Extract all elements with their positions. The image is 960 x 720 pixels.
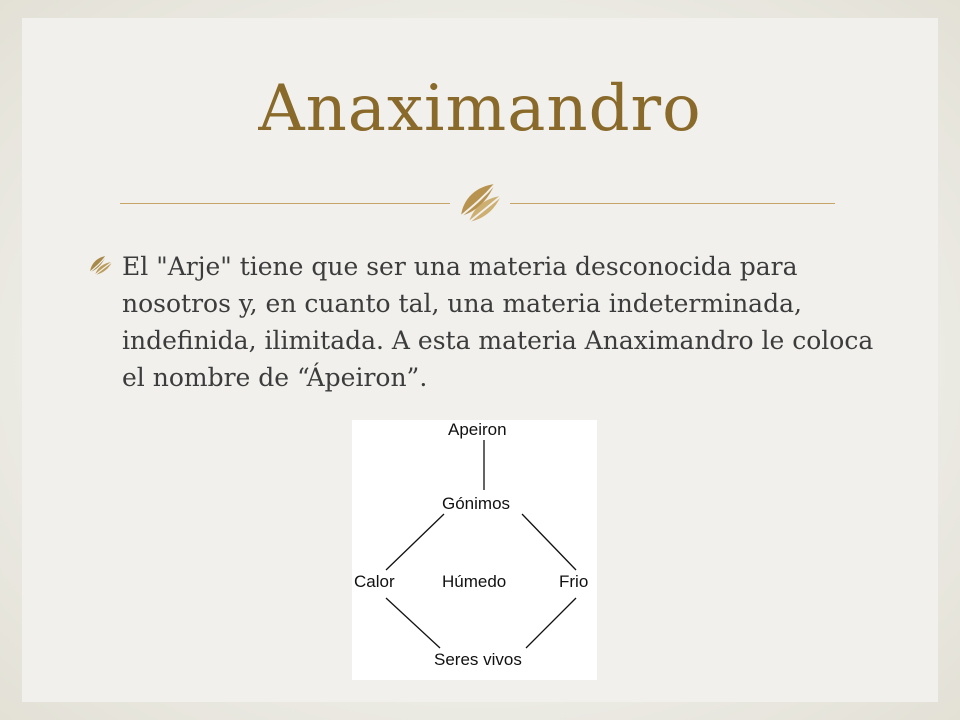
bullet-text: El "Arje" tiene que ser una materia desconocida para nosotros y, en cuanto tal, una materia indeterminada, indefinida, ilimitada. A esta materia Anaximandro le coloca el nombre de “Ápeiron”.: [122, 252, 874, 392]
diagram-label-frio: Frio: [559, 572, 589, 591]
diagram-label-humedo: Húmedo: [442, 572, 507, 591]
apeiron-diagram: [352, 420, 597, 680]
slide-title: Anaximandro: [258, 72, 702, 146]
diagram-label-calor: Calor: [354, 572, 395, 591]
line-gonimos-frio: [522, 514, 576, 570]
title-rule-left: [120, 203, 450, 204]
diagram-label-gonimos: Gónimos: [442, 494, 511, 513]
double-leaf-bullet-icon: [88, 254, 114, 276]
diagram-lines: [352, 420, 597, 680]
title-rule-right: [510, 203, 835, 204]
double-leaf-ornament-icon: [455, 176, 507, 228]
diagram-label-seres-vivos: Seres vivos: [434, 650, 522, 669]
line-gonimos-calor: [386, 514, 444, 570]
line-calor-seres: [386, 598, 440, 648]
line-frio-seres: [526, 598, 576, 648]
diagram-label-apeiron: Apeiron: [448, 420, 507, 439]
